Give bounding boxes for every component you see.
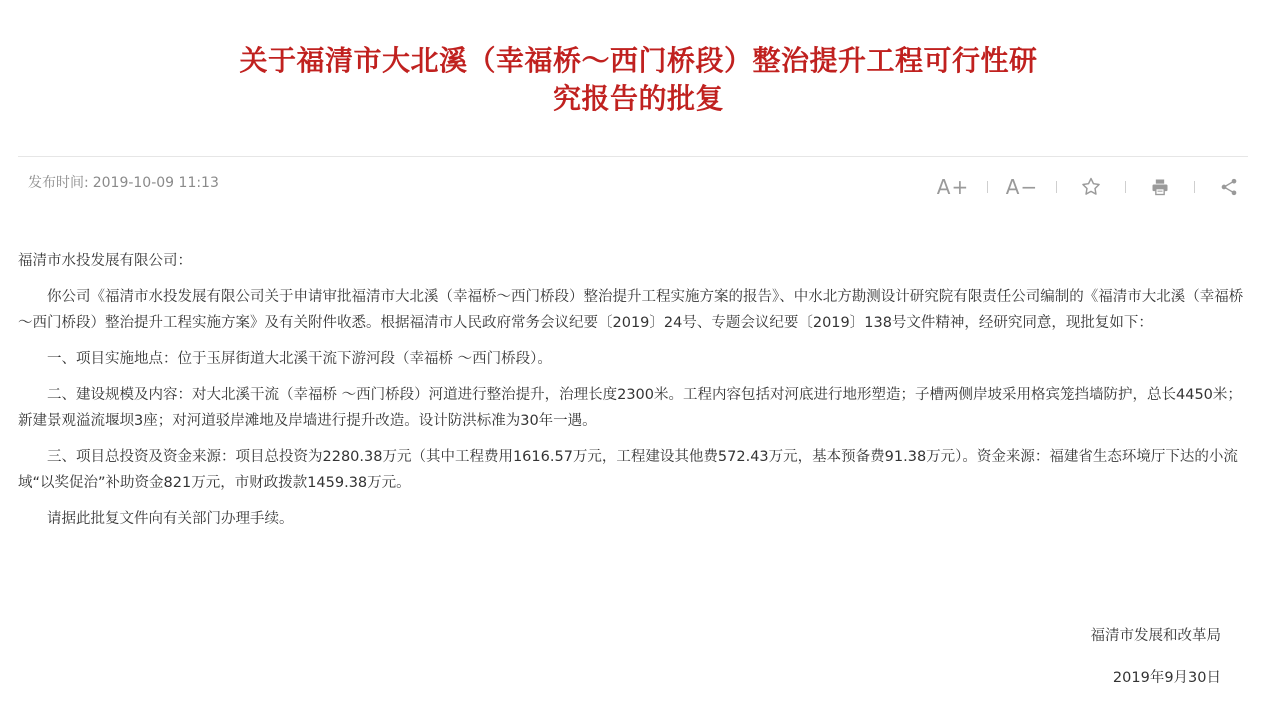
share-button[interactable] <box>1209 172 1249 202</box>
publish-info <box>28 174 219 192</box>
star-icon <box>1080 176 1102 198</box>
print-button[interactable] <box>1140 172 1180 202</box>
print-icon <box>1150 177 1170 197</box>
issue-date: 2019年9月30日 <box>1112 670 1221 686</box>
body-paragraph: 二、建设规模及内容：对大北溪干流（幸福桥 ～西门桥段）河道进行整治提升，治理长度2300米。工程内容包括对河底进行地形塑造；子槽两侧岸坡采用格宾笼挡墙防护，总长4450米；新建景观溢流堰坝3座；对河道驳岸滩地及岸墙进行提升改造。设计防洪标准为30年一遇。 <box>18 387 1242 429</box>
page-title <box>0 42 1277 118</box>
issuing-organization: 福清市发展和改革局 <box>1090 628 1221 644</box>
article-toolbar <box>933 172 1249 202</box>
publish-time: 2019-10-09 11:13 <box>92 175 219 191</box>
toolbar-separator <box>987 181 988 193</box>
page-title-line-2: 究报告的批复 <box>552 82 724 115</box>
favorite-button[interactable] <box>1071 172 1111 202</box>
font-increase-icon: A+ <box>936 175 970 199</box>
body-paragraph: 请据此批复文件向有关部门办理手续。 <box>47 511 294 527</box>
body-paragraph: 一、项目实施地点：位于玉屏街道大北溪干流下游河段（幸福桥 ～西门桥段）。 <box>47 351 552 367</box>
font-decrease-button[interactable] <box>1002 172 1042 202</box>
toolbar-separator <box>1125 181 1126 193</box>
publish-label: 发布时间: <box>28 175 89 191</box>
body-paragraph: 你公司《福清市水投发展有限公司关于申请审批福清市大北溪（幸福桥～西门桥段）整治提升工程实施方案的报告》、中水北方勘测设计研究院有限责任公司编制的《福清市大北溪（幸福桥～西门桥段）整治提升工程实施方案》及有关附件收悉。根据福清市人民政府常务会议纪要〔2019〕24号、专题会议纪要〔2019〕138号文件精神，经研究同意，现批复如下： <box>18 289 1244 331</box>
title-divider <box>18 156 1248 157</box>
page-title-line-1: 关于福清市大北溪（幸福桥～西门桥段）整治提升工程可行性研 <box>239 44 1038 77</box>
share-icon <box>1219 177 1239 197</box>
signature-block <box>1091 624 1222 690</box>
toolbar-separator <box>1056 181 1057 193</box>
font-decrease-icon: A− <box>1005 175 1039 199</box>
toolbar-separator <box>1194 181 1195 193</box>
article-body <box>18 248 1250 542</box>
addressee: 福清市水投发展有限公司： <box>18 253 192 269</box>
body-paragraph: 三、项目总投资及资金来源：项目总投资为2280.38万元（其中工程费用1616.57万元，工程建设其他费572.43万元，基本预备费91.38万元）。资金来源：福建省生态环境厅下达的小流域“以奖促治”补助资金821万元，市财政拨款1459.38万元。 <box>18 449 1238 491</box>
font-increase-button[interactable] <box>933 172 973 202</box>
